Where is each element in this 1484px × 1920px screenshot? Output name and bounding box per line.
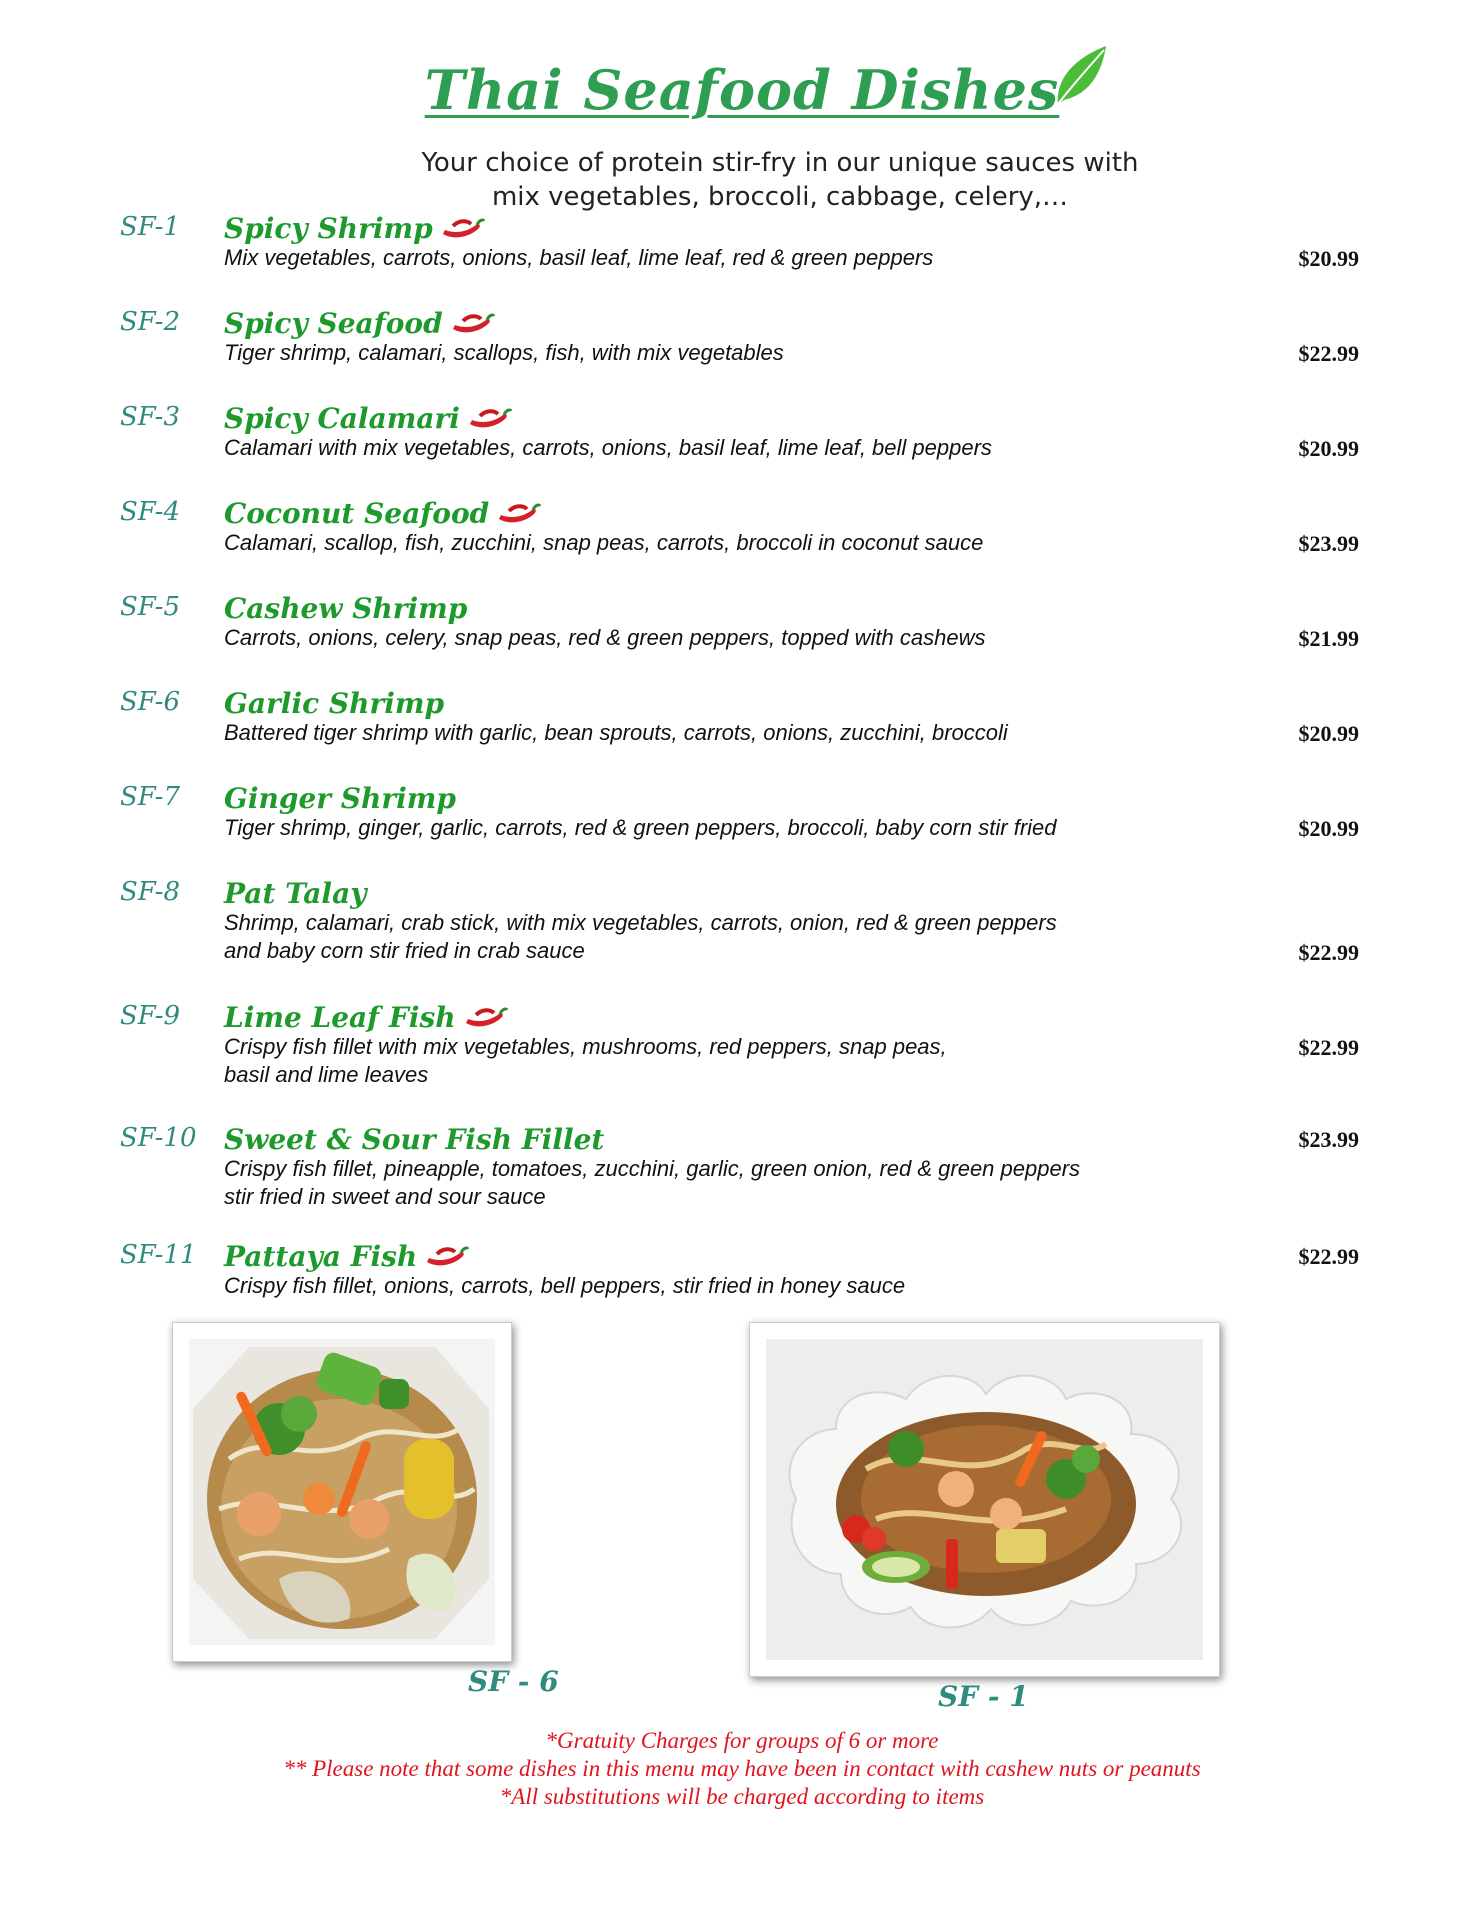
item-code: SF-5 [120,592,181,622]
chili-pepper-icon [439,216,485,242]
item-code: SF-8 [120,877,181,907]
subtitle-line-2: mix vegetables, broccoli, cabbage, celery,… [491,182,1069,212]
item-description: Mix vegetables, carrots, onions, basil leaf, lime leaf, red & green peppers [224,245,934,270]
item-code: SF-3 [120,402,181,432]
dish-photo-sf1 [749,1322,1220,1677]
page-title: Thai Seafood Dishes [424,58,1060,122]
chili-pepper-icon [462,1005,508,1031]
item-name: Ginger Shrimp [224,782,456,815]
item-description-line-1: Shrimp, calamari, crab stick, with mix vegetables, carrots, onion, red & green peppers [224,910,1057,935]
item-code: SF-2 [120,307,181,337]
item-name: Pat Talay [224,877,367,910]
item-price: $20.99 [1298,816,1359,841]
item-description: Calamari, scallop, fish, zucchini, snap peas, carrots, broccoli in coconut sauce [224,530,984,555]
item-name: Spicy Shrimp [224,212,485,245]
stir-fry-shrimp-image [189,1339,495,1645]
spicy-shrimp-image [766,1339,1203,1660]
item-price: $22.99 [1298,341,1359,366]
item-description-line-2: basil and lime leaves [224,1062,429,1087]
chili-pepper-icon [466,406,512,432]
item-description [224,909,1204,965]
photo-caption: SF - 1 [938,1680,1029,1713]
item-name: Garlic Shrimp [224,687,445,720]
item-description: Tiger shrimp, calamari, scallops, fish, with mix vegetables [224,340,784,365]
item-description-line-2: and baby corn stir fried in crab sauce [224,938,585,963]
item-description: Tiger shrimp, ginger, garlic, carrots, red & green peppers, broccoli, baby corn stir fried [224,815,1057,840]
chili-pepper-icon [449,311,495,337]
chili-pepper-icon [423,1244,469,1270]
leaf-icon [1052,42,1110,108]
item-price: $23.99 [1298,531,1359,556]
item-description-line-2: stir fried in sweet and sour sauce [224,1184,546,1209]
note-gratuity: *Gratuity Charges for groups of 6 or more [545,1728,939,1753]
page-header [0,58,1484,122]
item-name: Coconut Seafood [224,497,541,530]
item-description: Battered tiger shrimp with garlic, bean sprouts, carrots, onions, zucchini, broccoli [224,720,1008,745]
note-substitutions: *All substitutions will be charged according to items [499,1784,985,1809]
item-description-line-1: Crispy fish fillet, pineapple, tomatoes, zucchini, garlic, green onion, red & green peppers [224,1156,1081,1181]
item-description [224,1155,1204,1211]
item-name: Cashew Shrimp [224,592,468,625]
item-price: $22.99 [1298,1244,1359,1269]
item-name: Pattaya Fish [224,1240,469,1273]
item-description: Crispy fish fillet, onions, carrots, bell peppers, stir fried in honey sauce [224,1273,906,1298]
photo-caption: SF - 6 [468,1665,559,1698]
item-code: SF-9 [120,1001,181,1031]
item-price: $23.99 [1298,1127,1359,1152]
item-code: SF-6 [120,687,181,717]
item-price: $20.99 [1298,436,1359,461]
item-price: $22.99 [1298,1035,1359,1060]
item-code: SF-1 [120,212,181,242]
item-price: $22.99 [1298,940,1359,965]
item-code: SF-10 [120,1123,197,1153]
subtitle-line-1: Your choice of protein stir-fry in our unique sauces with [421,148,1139,178]
chili-pepper-icon [495,501,541,527]
note-allergy: ** Please note that some dishes in this menu may have been in contact with cashew nuts or peanuts [283,1756,1201,1781]
item-code: SF-4 [120,497,181,527]
item-price: $20.99 [1298,721,1359,746]
item-price: $20.99 [1298,246,1359,271]
item-description: Carrots, onions, celery, snap peas, red & green peppers, topped with cashews [224,625,986,650]
item-description [224,1033,1204,1089]
item-price: $21.99 [1298,626,1359,651]
item-name: Spicy Seafood [224,307,495,340]
item-description: Calamari with mix vegetables, carrots, onions, basil leaf, lime leaf, bell peppers [224,435,992,460]
dish-image [766,1339,1203,1660]
item-description-line-1: Crispy fish fillet with mix vegetables, mushrooms, red peppers, snap peas, [224,1034,947,1059]
item-code: SF-11 [120,1240,197,1270]
item-code: SF-7 [120,782,181,812]
item-name: Lime Leaf Fish [224,1001,508,1034]
dish-image [189,1339,495,1645]
item-name: Sweet & Sour Fish Fillet [224,1123,605,1156]
item-name: Spicy Calamari [224,402,512,435]
dish-photo-sf6 [172,1322,512,1662]
footer-notes [0,1727,1484,1811]
page-subtitle [0,146,1484,214]
